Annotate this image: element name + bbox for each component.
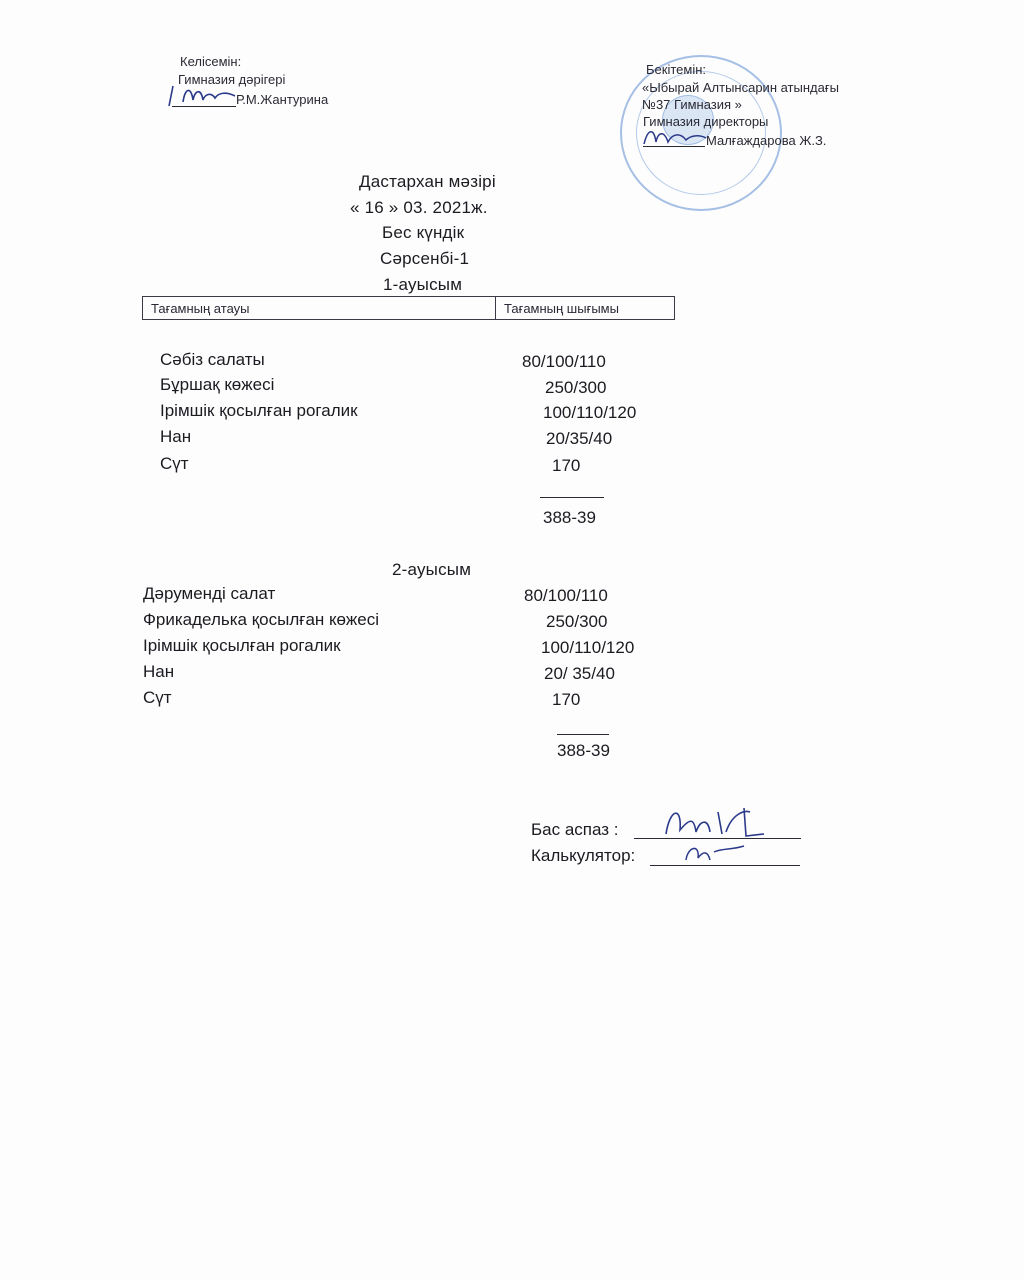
- shift1-item-yield: 100/110/120: [543, 403, 637, 422]
- menu-period: Бес күндік: [382, 223, 465, 242]
- shift2-item-yield: 170: [552, 690, 581, 709]
- menu-date: « 16 » 03. 2021ж.: [350, 198, 488, 217]
- table-header: [142, 296, 675, 320]
- approval-left-name: Р.М.Жантурина: [236, 92, 329, 107]
- shift2-item-name: Дәруменді салат: [143, 584, 276, 603]
- menu-title: Дастархан мәзірі: [359, 172, 496, 191]
- shift2-label: 2-ауысым: [392, 560, 472, 579]
- shift1-item-yield: 250/300: [545, 378, 607, 397]
- shift2-item-yield: 80/100/110: [524, 586, 608, 605]
- shift1-item-yield: 170: [552, 456, 581, 475]
- approval-right-line2: №37 Гимназия »: [642, 97, 742, 112]
- header-dish-yield: Тағамның шығымы: [504, 301, 619, 316]
- shift1-item-name: Бұршақ көжесі: [160, 375, 275, 394]
- doctor-signature: [165, 80, 240, 110]
- shift2-total: 388-39: [557, 741, 610, 760]
- shift1-total-rule: [540, 497, 604, 498]
- approval-right-line1: «Ыбырай Алтынсарин атындағы: [642, 80, 839, 95]
- shift2-item-name: Ірімшік қосылған рогалик: [143, 636, 341, 655]
- shift1-item-yield: 20/35/40: [546, 429, 613, 448]
- shift1-item-yield: 80/100/110: [522, 352, 606, 371]
- shift1-item-name: Ірімшік қосылған рогалик: [160, 401, 358, 420]
- shift2-total-rule: [557, 734, 609, 735]
- shift1-item-name: Нан: [160, 427, 192, 446]
- header-dish-name: Тағамның атауы: [143, 297, 496, 319]
- shift2-item-name: Нан: [143, 662, 175, 681]
- chef-label: Бас аспаз :: [531, 820, 619, 839]
- director-signature: [640, 124, 710, 150]
- shift2-item-name: Фрикаделька қосылған көжесі: [143, 610, 380, 629]
- shift1-item-name: Сүт: [160, 454, 189, 473]
- approval-left-role: Гимназия дәрігері: [178, 72, 286, 87]
- menu-day: Сәрсенбі-1: [380, 249, 470, 268]
- approval-right-name: Малғаждарова Ж.З.: [706, 133, 827, 148]
- shift1-total: 388-39: [543, 508, 596, 527]
- shift2-item-yield: 250/300: [546, 612, 608, 631]
- shift2-item-yield: 100/110/120: [541, 638, 635, 657]
- approval-left-heading: Келісемін:: [180, 54, 242, 69]
- calculator-label: Калькулятор:: [531, 846, 636, 865]
- shift1-item-name: Сәбіз салаты: [160, 350, 265, 369]
- shift2-item-yield: 20/ 35/40: [544, 664, 615, 683]
- approval-right-line3: Гимназия директоры: [643, 114, 769, 129]
- shift1-label: 1-ауысым: [383, 275, 463, 294]
- calculator-signature: [680, 840, 750, 866]
- chef-signature: [660, 804, 770, 844]
- approval-right-heading: Бекітемін:: [646, 62, 706, 77]
- shift2-item-name: Сүт: [143, 688, 172, 707]
